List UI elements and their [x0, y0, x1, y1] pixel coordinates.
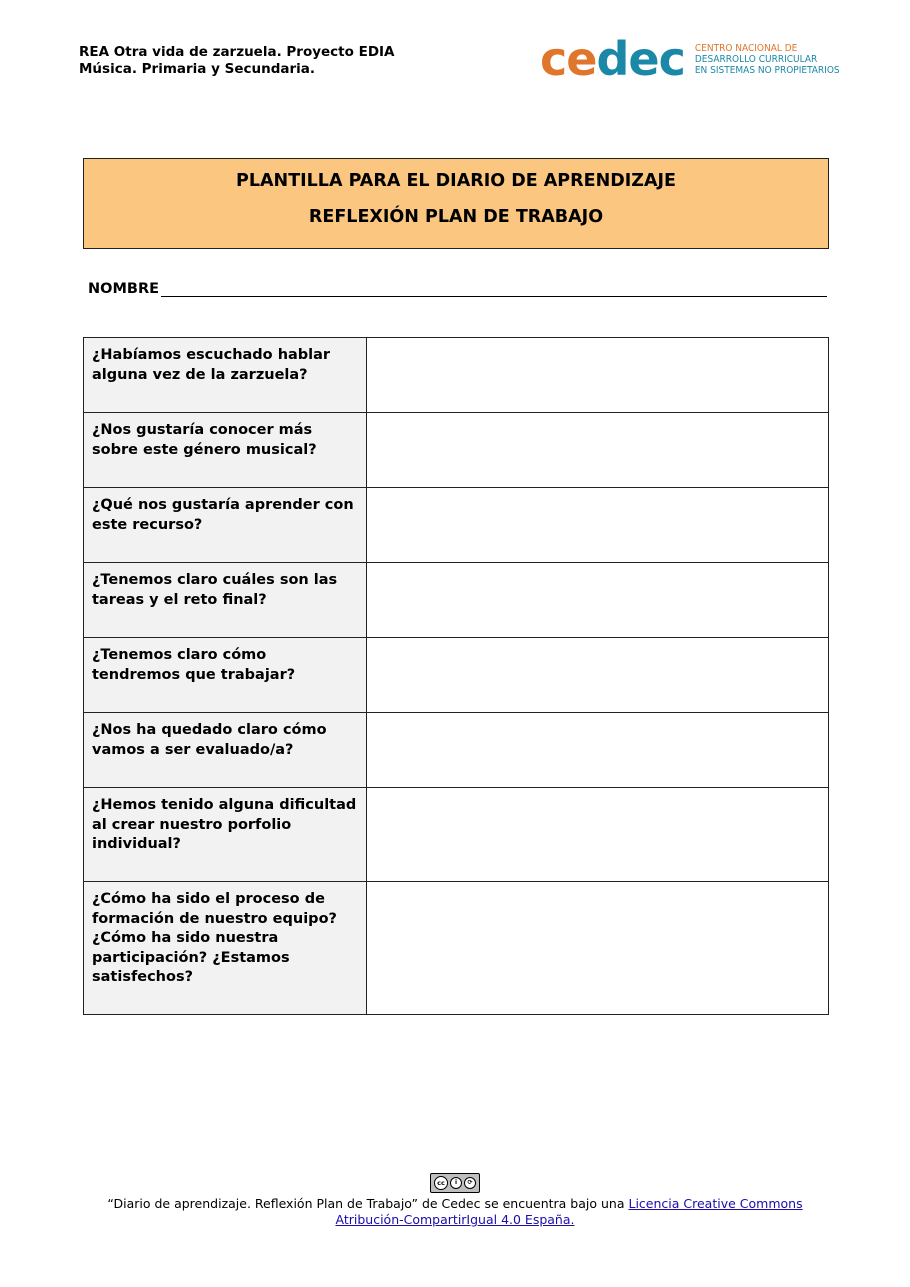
name-label: NOMBRE	[88, 281, 160, 297]
table-row	[84, 488, 829, 563]
question-cell: ¿Nos ha quedado claro cómo vamos a ser evaluado/a?	[84, 713, 367, 788]
question-cell: ¿Tenemos claro cuáles son las tareas y el reto final?	[84, 563, 367, 638]
cedec-logo	[540, 34, 840, 84]
answer-cell[interactable]	[367, 882, 829, 1015]
question-cell: ¿Qué nos gustaría aprender con este recurso?	[84, 488, 367, 563]
license-text: “Diario de aprendizaje. Reflexión Plan de Trabajo” de Cedec se encuentra bajo una	[107, 1196, 629, 1211]
answer-cell[interactable]	[367, 413, 829, 488]
question-cell: ¿Hemos tenido alguna dificultad al crear nuestro porfolio individual?	[84, 788, 367, 882]
license-link-1[interactable]: Licencia Creative Commons	[628, 1196, 803, 1211]
question-cell: ¿Cómo ha sido el proceso de formación de nuestro equipo? ¿Cómo ha sido nuestra participación? ¿Estamos satisfechos?	[84, 882, 367, 1015]
title-box	[83, 158, 829, 249]
document-header	[79, 44, 395, 78]
logo-word-part2: dec	[596, 32, 685, 86]
logo-subtitle	[695, 43, 840, 76]
table-row	[84, 563, 829, 638]
table-row	[84, 638, 829, 713]
question-cell: ¿Habíamos escuchado hablar alguna vez de la zarzuela?	[84, 338, 367, 413]
logo-sub-line-2: DESARROLLO CURRICULAR	[694, 53, 818, 65]
table-row	[84, 338, 829, 413]
title-line-2: REFLEXIÓN PLAN DE TRABAJO	[308, 207, 604, 227]
logo-sub-line-3: EN SISTEMAS NO PROPIETARIOS	[694, 64, 840, 76]
logo-word-part1: ce	[540, 32, 597, 86]
logo-wordmark	[540, 32, 685, 86]
license-link-2[interactable]: Atribución-CompartirIgual 4.0 España.	[335, 1212, 575, 1227]
cc-by-sa-icon[interactable]: cc i ⟳	[430, 1173, 480, 1193]
table-row	[84, 788, 829, 882]
header-line-1: REA Otra vida de zarzuela. Proyecto EDIA	[79, 44, 395, 60]
questions-table	[83, 337, 829, 1015]
name-field	[88, 281, 827, 297]
answer-cell[interactable]	[367, 338, 829, 413]
answer-cell[interactable]	[367, 638, 829, 713]
answer-cell[interactable]	[367, 488, 829, 563]
answer-cell[interactable]	[367, 788, 829, 882]
table-row	[84, 713, 829, 788]
answer-cell[interactable]	[367, 563, 829, 638]
question-cell: ¿Tenemos claro cómo tendremos que trabajar?	[84, 638, 367, 713]
answer-cell[interactable]	[367, 713, 829, 788]
header-line-2: Música. Primaria y Secundaria.	[79, 61, 315, 77]
table-row	[84, 413, 829, 488]
table-row	[84, 882, 829, 1015]
license-footer	[0, 1173, 910, 1228]
title-line-1: PLANTILLA PARA EL DIARIO DE APRENDIZAJE	[236, 171, 676, 191]
logo-sub-line-1: CENTRO NACIONAL DE	[694, 42, 798, 54]
name-input-line[interactable]	[161, 282, 827, 297]
question-cell: ¿Nos gustaría conocer más sobre este género musical?	[84, 413, 367, 488]
